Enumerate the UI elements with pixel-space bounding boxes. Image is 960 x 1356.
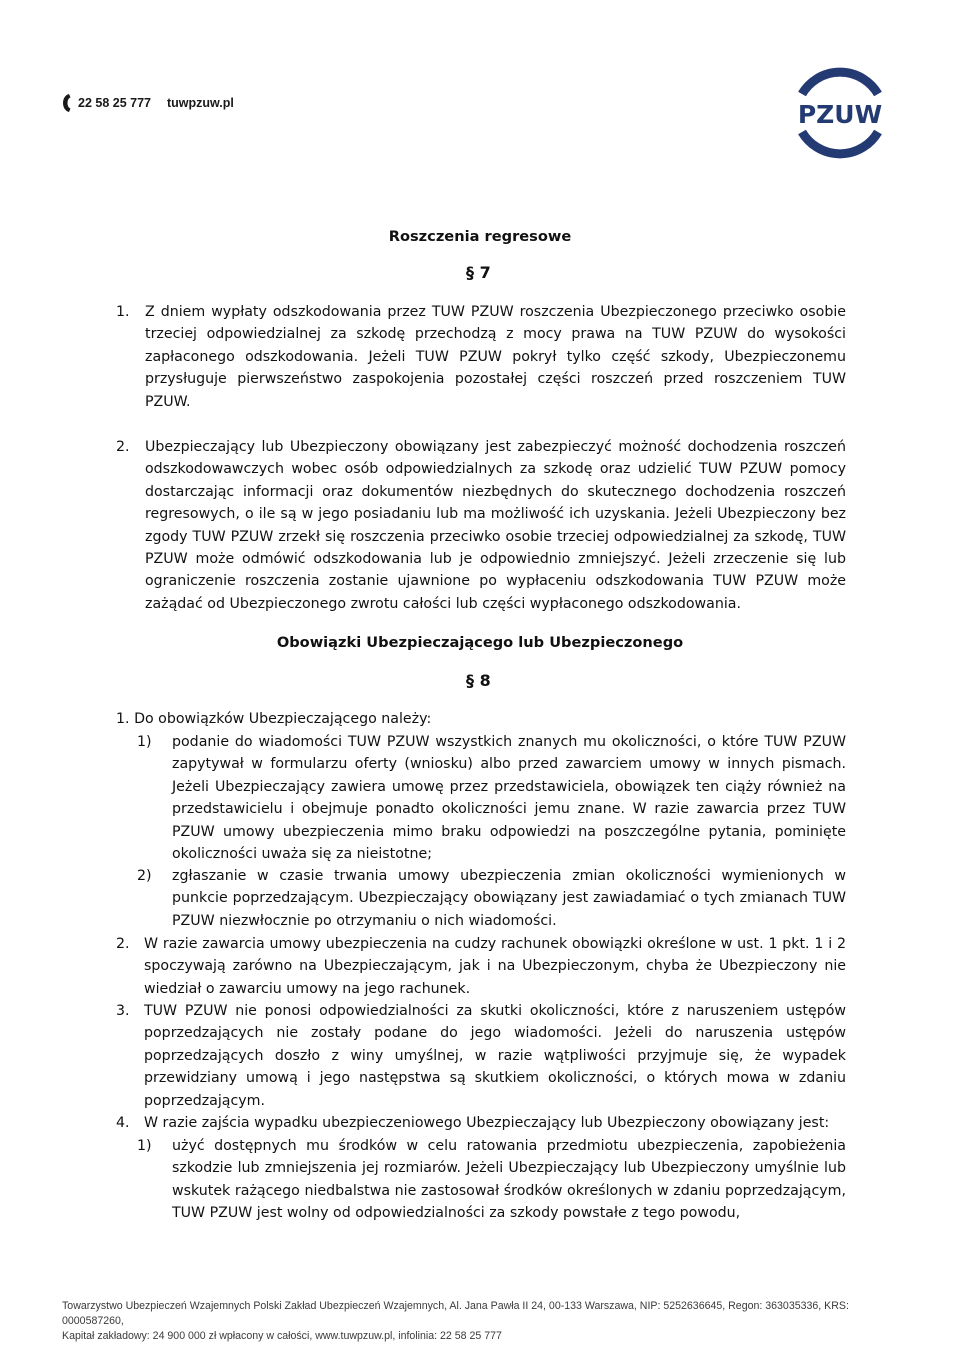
item-number: 3. [116, 1003, 130, 1019]
item-number: 1. [116, 304, 130, 320]
logo-text: PZUW [797, 100, 883, 129]
header-phone: 22 58 25 777 [78, 96, 151, 110]
item-text: Do obowiązków Ubezpieczającego należy: [134, 711, 432, 727]
footer [62, 1299, 902, 1344]
section-8-item-1 [116, 708, 846, 730]
subitem-number: 1) [137, 1138, 152, 1154]
subitem-text: zgłaszanie w czasie trwania umowy ubezpieczenia zmian okoliczności wymienionych w punkcie poprzedzającym. Ubezpieczający obowiązany jest zawiadamiać o tych zmianach TUW PZUW niezwłocznie po otrzymaniu o nich wiadomości. [172, 868, 846, 929]
subitem-text: użyć dostępnych mu środków w celu ratowania przedmiotu ubezpieczenia, zapobieżenia szkodzie lub zmniejszenia jej rozmiarów. Jeżeli Ubezpieczający lub Ubezpieczony umyślnie lub wskutek rażącego niedbalstwa nie zastosował środków określonych w zdaniu poprzedzającym, TUW PZUW jest wolny od odpowiedzialności za szkody powstałe z tego powodu, [172, 1138, 846, 1222]
item-text: Z dniem wypłaty odszkodowania przez TUW PZUW roszczenia Ubezpieczonego przeciwko osobie trzeciej odpowiedzialnej za szkodę przechodzą z mocy prawa na TUW PZUW do wysokości zapłaconego odszkodowania. Jeżeli TUW PZUW pokrył tylko część szkody, Ubezpieczonemu przysługuje pierwszeństwo zaspokojenia pozostałej części roszczeń przed roszczeniem TUW PZUW. [145, 304, 846, 410]
section-8-item-1-sub-1 [137, 731, 846, 865]
pzuw-logo [790, 58, 890, 168]
section-8-item-1-sub-2 [137, 865, 846, 932]
section-8-item-4 [116, 1112, 846, 1134]
item-number: 4. [116, 1115, 130, 1131]
section-8-paragraph-mark: § 8 [466, 671, 491, 690]
item-number: 2. [116, 439, 130, 455]
subitem-number: 1) [137, 734, 152, 750]
item-number: 2. [116, 936, 130, 952]
section-7-paragraph-mark: § 7 [466, 263, 491, 282]
section-8-heading: Obowiązki Ubezpieczającego lub Ubezpieczonego [276, 634, 684, 651]
header-contact [62, 92, 234, 114]
phone-icon [62, 93, 72, 113]
subitem-text: podanie do wiadomości TUW PZUW wszystkich znanych mu okoliczności, o które TUW PZUW zapytywał w formularzu oferty (wniosku) albo przed zawarciem umowy w innych pismach. Jeżeli Ubezpieczający zawiera umowę przez przedstawiciela, obowiązek ten ciąży również na przedstawicielu i obejmuje ponadto okoliczności jemu znane. W razie zawarcia przez TUW PZUW umowy ubezpieczenia mimo braku odpowiedzi na poszczególne pytania, pominięte okoliczności uważa się za nieistotne; [172, 734, 846, 863]
section-8-item-2 [116, 933, 846, 1000]
item-text: W razie zawarcia umowy ubezpieczenia na cudzy rachunek obowiązki określone w ust. 1 pkt. 1 i 2 spoczywają zarówno na Ubezpieczającym, jak i na Ubezpieczonym, chyba że Ubezpieczony nie wiedział o zawarciu umowy na jego rachunek. [144, 936, 846, 997]
section-8-item-4-sub-1 [137, 1135, 846, 1225]
item-text: Ubezpieczający lub Ubezpieczony obowiązany jest zabezpieczyć możność dochodzenia roszczeń odszkodowawczych wobec osób odpowiedzialnych za szkodę oraz udzielić TUW PZUW pomocy dostarczając informacji oraz dokumentów niezbędnych do skutecznego dochodzenia roszczeń regresowych, o ile są w jego posiadaniu lub ma możliwość ich uzyskania. Jeżeli Ubezpieczony bez zgody TUW PZUW zrzekł się roszczenia przeciwko osobie trzeciej odpowiedzialnej za szkodę, TUW PZUW może odmówić odszkodowania lub je odpowiednio zmniejszyć. Jeżeli zrzeczenie się lub ograniczenie roszczenia zostanie ujawnione po wypłaceniu odszkodowania TUW PZUW może zażądać od Ubezpieczonego zwrotu całości lub części wypłaconego odszkodowania. [145, 439, 846, 612]
section-7-item-2 [116, 436, 846, 615]
footer-line-1: Towarzystwo Ubezpieczeń Wzajemnych Polski Zakład Ubezpieczeń Wzajemnych, Al. Jana Pawła II 24, 00-133 Warszawa, NIP: 5252636645, Regon: 363035336, KRS: 0000587260, [62, 1300, 849, 1327]
subitem-number: 2) [137, 868, 152, 884]
item-text: TUW PZUW nie ponosi odpowiedzialności za skutki okoliczności, które z naruszeniem ustępów poprzedzających nie zostały podane do jego wiadomości. Jeżeli do naruszenia ustępów poprzedzających doszło z winy umyślnej, w razie wątpliwości przyjmuje się, że wypadek przewidziany umową i jego następstwa są skutkiem okoliczności, o których mowa w zdaniu poprzedzającym. [144, 1003, 846, 1109]
item-number: 1. [116, 711, 130, 727]
item-text: W razie zajścia wypadku ubezpieczeniowego Ubezpieczający lub Ubezpieczony obowiązany jest: [144, 1115, 830, 1131]
section-7-heading: Roszczenia regresowe [388, 228, 572, 245]
header-website[interactable]: tuwpzuw.pl [167, 96, 234, 110]
section-8-item-3 [116, 1000, 846, 1112]
footer-line-2: Kapitał zakładowy: 24 900 000 zł wpłacony w całości, www.tuwpzuw.pl, infolinia: 22 58 25 777 [62, 1330, 502, 1342]
section-7-item-1 [116, 301, 846, 413]
